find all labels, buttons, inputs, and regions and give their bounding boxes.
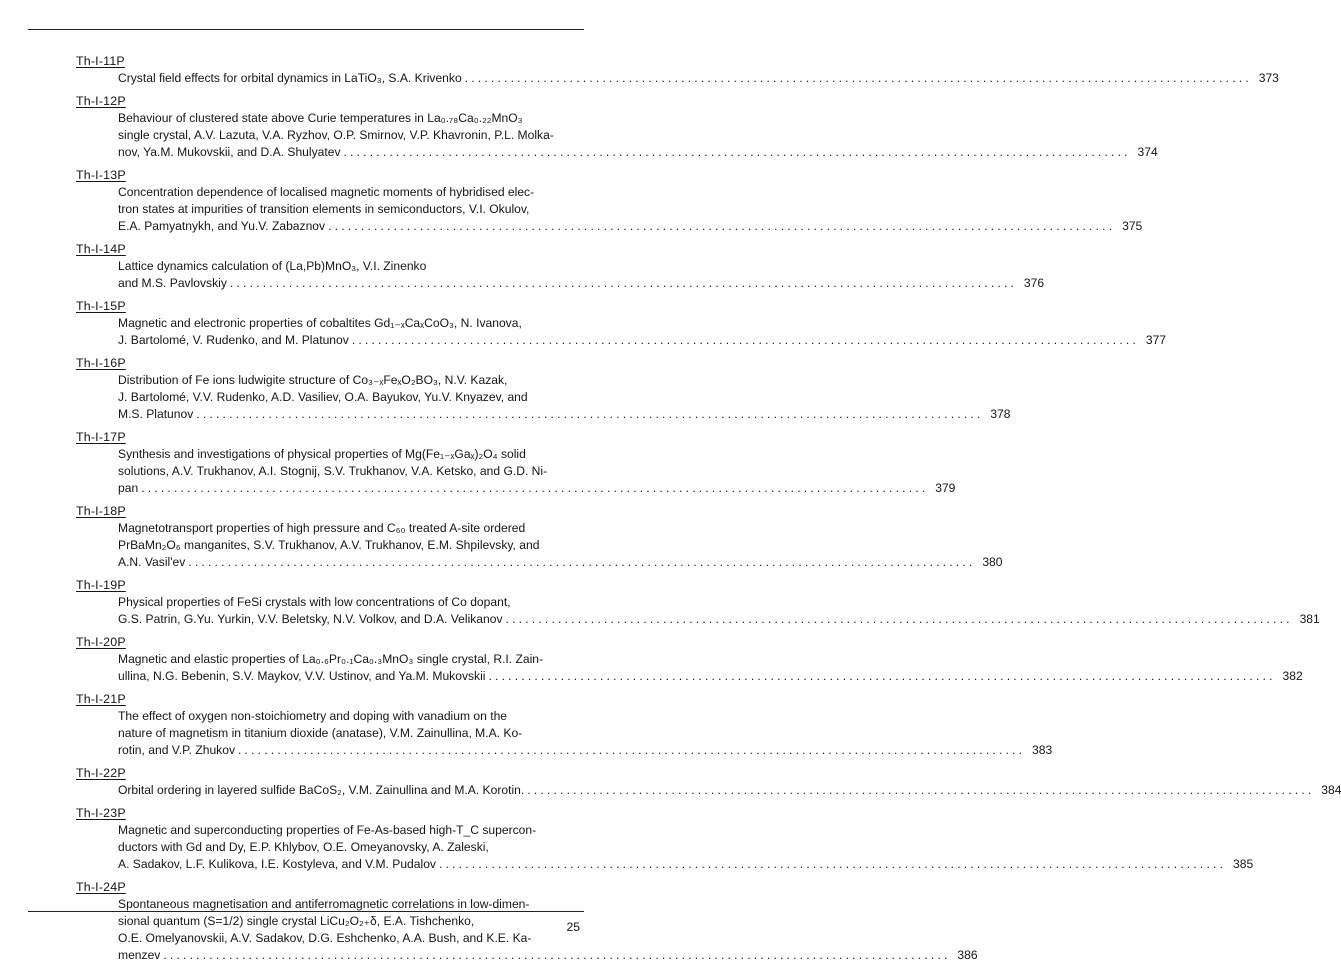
entry-line: Magnetic and elastic properties of La₀.₆Pr₀.₁Ca₀.₃MnO₃ single crystal, R.I. Zain- — [118, 652, 544, 666]
toc-entry — [76, 690, 1053, 759]
toc-entry — [76, 354, 1011, 423]
entry-line — [118, 611, 1320, 628]
leader-dots: ........................................................................................................................ — [527, 783, 1315, 797]
leader-dots: ........................................................................................................................ — [464, 71, 1252, 85]
entry-body — [118, 110, 1158, 161]
entry-page: 374 — [1137, 145, 1158, 159]
leader-dots: ........................................................................................................................ — [488, 669, 1276, 683]
entry-code: Th-I-15P — [76, 299, 126, 313]
entry-body — [118, 822, 1254, 873]
leader-dots: ........................................................................................................................ — [343, 145, 1131, 159]
entry-line-text: and M.S. Pavlovskiy — [118, 276, 227, 290]
entry-line-text: menzev — [118, 948, 161, 962]
toc-entry — [76, 764, 1341, 799]
entry-line-text: nov, Ya.M. Mukovskii, and D.A. Shulyatev — [118, 145, 341, 159]
entry-page: 384 — [1321, 783, 1341, 797]
entry-line — [118, 70, 1279, 87]
entry-body — [118, 258, 1045, 292]
entry-line-text: ullina, N.G. Bebenin, S.V. Maykov, V.V. Ustinov, and Ya.M. Mukovskii — [118, 669, 486, 683]
entry-page: 377 — [1145, 333, 1167, 347]
entry-line — [118, 947, 978, 964]
entry-line: Behaviour of clustered state above Curie temperatures in La₀.₇₈Ca₀.₂₂MnO₃ — [118, 111, 523, 125]
entry-line: single crystal, A.V. Lazuta, V.A. Ryzhov, O.P. Smirnov, V.P. Khavronin, P.L. Molka- — [118, 128, 554, 142]
leader-dots: ........................................................................................................................ — [351, 333, 1140, 347]
entry-page: 378 — [990, 407, 1011, 421]
leader-dots: ........................................................................................................................ — [328, 219, 1116, 233]
leader-dots: ........................................................................................................................ — [196, 407, 984, 421]
entry-line: Lattice dynamics calculation of (La,Pb)MnO₃, V.I. Zinenko — [118, 259, 427, 273]
leader-dots: ........................................................................................................................ — [238, 743, 1026, 757]
entry-body — [118, 446, 956, 497]
entry-line: sional quantum (S=1/2) single crystal LiCu₂O₂₊δ, E.A. Tishchenko, — [118, 914, 475, 928]
entry-line-text: pan — [118, 481, 139, 495]
entry-body — [118, 70, 1279, 87]
entry-line: Concentration dependence of localised magnetic moments of hybridised elec- — [118, 185, 535, 199]
entry-line: Spontaneous magnetisation and antiferromagnetic correlations in low-dimen- — [118, 897, 530, 911]
entry-code: Th-I-13P — [76, 168, 126, 182]
entry-page: 383 — [1032, 743, 1053, 757]
entry-line: Magnetotransport properties of high pressure and C₆₀ treated A-site ordered — [118, 521, 526, 535]
entry-code: Th-I-19P — [76, 578, 126, 592]
entry-line — [118, 554, 1003, 571]
entry-page: 386 — [957, 948, 978, 962]
entry-line-text: Crystal field effects for orbital dynamics in LaTiO₃, S.A. Krivenko — [118, 71, 462, 85]
toc-entry — [76, 804, 1254, 873]
leader-dots: ........................................................................................................................ — [438, 857, 1227, 871]
entry-page: 373 — [1258, 71, 1279, 85]
entry-line: The effect of oxygen non-stoichiometry and doping with vanadium on the — [118, 709, 508, 723]
toc-entry — [76, 297, 1167, 349]
entry-line — [118, 742, 1053, 759]
entry-line — [118, 406, 1011, 423]
entry-code: Th-I-16P — [76, 356, 126, 370]
entry-line-text: G.S. Patrin, G.Yu. Yurkin, V.V. Beletsky, N.V. Volkov, and D.A. Velikanov — [118, 612, 503, 626]
entry-page: 381 — [1299, 612, 1320, 626]
entry-line: J. Bartolomé, V.V. Rudenko, A.D. Vasiliev, O.A. Bayukov, Yu.V. Knyazev, and — [118, 390, 528, 404]
entry-page: 385 — [1233, 857, 1254, 871]
entry-page: 375 — [1122, 219, 1143, 233]
entry-line — [118, 782, 1341, 799]
entry-body — [118, 594, 1320, 628]
entry-line — [118, 480, 956, 497]
entry-line: Magnetic and electronic properties of cobaltites Gd₁₋ₓCaₓCoO₃, N. Ivanova, — [118, 316, 522, 330]
leader-dots: ........................................................................................................................ — [229, 276, 1018, 290]
entry-body — [118, 708, 1053, 759]
bottom-rule — [28, 911, 584, 912]
entry-line: Physical properties of FeSi crystals with low concentrations of Co dopant, — [118, 595, 511, 609]
entry-line-text: A.N. Vasil'ev — [118, 555, 186, 569]
toc-entry — [76, 166, 1143, 235]
toc-entry — [76, 633, 1303, 685]
entry-line-text: E.A. Pamyatnykh, and Yu.V. Zabaznov — [118, 219, 326, 233]
entry-page: 379 — [935, 481, 956, 495]
entry-body — [118, 651, 1303, 685]
entry-line — [118, 144, 1158, 161]
toc-entry — [76, 576, 1320, 628]
entry-body — [118, 782, 1341, 799]
entry-code: Th-I-22P — [76, 766, 126, 780]
entry-code: Th-I-23P — [76, 806, 126, 820]
toc-entry — [76, 92, 1158, 161]
entry-line — [118, 668, 1303, 685]
entry-line — [118, 275, 1045, 292]
entry-line-text: rotin, and V.P. Zhukov — [118, 743, 235, 757]
entry-code: Th-I-20P — [76, 635, 126, 649]
leader-dots: ........................................................................................................................ — [505, 612, 1293, 626]
entry-code: Th-I-21P — [76, 692, 126, 706]
leader-dots: ........................................................................................................................ — [188, 555, 976, 569]
entry-line: solutions, A.V. Trukhanov, A.I. Stognij, S.V. Trukhanov, V.A. Ketsko, and G.D. Ni- — [118, 464, 548, 478]
entry-line — [118, 856, 1254, 873]
entry-line: O.E. Omelyanovskii, A.V. Sadakov, D.G. Eshchenko, A.A. Bush, and K.E. Ka- — [118, 931, 532, 945]
entry-code: Th-I-24P — [76, 880, 126, 894]
entry-page: 376 — [1023, 276, 1045, 290]
entry-line-text: M.S. Platunov — [118, 407, 194, 421]
entry-line-text: A. Sadakov, L.F. Kulikova, I.E. Kostyleva, and V.M. Pudalov — [118, 857, 436, 871]
entry-line — [118, 332, 1167, 349]
entry-line: tron states at impurities of transition elements in semiconductors, V.I. Okulov, — [118, 202, 530, 216]
leader-dots: ........................................................................................................................ — [141, 481, 929, 495]
entry-line: ductors with Gd and Dy, E.P. Khlybov, O.E. Omeyanovsky, A. Zaleski, — [118, 840, 489, 854]
entry-body — [118, 184, 1143, 235]
leader-dots: ........................................................................................................................ — [163, 948, 951, 962]
entry-line: nature of magnetism in titanium dioxide (anatase), V.M. Zainullina, M.A. Ko- — [118, 726, 523, 740]
entry-page: 382 — [1282, 669, 1303, 683]
entry-line: Magnetic and superconducting properties of Fe-As-based high-T_C supercon- — [118, 823, 537, 837]
entry-code: Th-I-18P — [76, 504, 126, 518]
page-number: 25 — [566, 920, 580, 934]
toc-entry — [76, 428, 956, 497]
toc-entry — [76, 52, 1279, 87]
entry-line-text: Orbital ordering in layered sulfide BaCoS₂, V.M. Zainullina and M.A. Korotin. — [118, 783, 525, 797]
entry-line — [118, 218, 1143, 235]
entry-line-text: J. Bartolomé, V. Rudenko, and M. Platunov — [118, 333, 349, 347]
entry-code: Th-I-17P — [76, 430, 126, 444]
top-rule — [28, 29, 584, 30]
entry-code: Th-I-11P — [76, 54, 125, 68]
entry-line: PrBaMn₂O₆ manganites, S.V. Trukhanov, A.V. Trukhanov, E.M. Shpilevsky, and — [118, 538, 540, 552]
entry-page: 380 — [982, 555, 1003, 569]
entry-body — [118, 372, 1011, 423]
entry-code: Th-I-12P — [76, 94, 126, 108]
toc-entry — [76, 502, 1003, 571]
entry-body — [118, 520, 1003, 571]
entry-line: Synthesis and investigations of physical properties of Mg(Fe₁₋ₓGaₓ)₂O₄ solid — [118, 447, 526, 461]
entry-line: Distribution of Fe ions ludwigite structure of Co₃₋ₓFeₓO₂BO₃, N.V. Kazak, — [118, 373, 508, 387]
toc-entry — [76, 240, 1045, 292]
entry-body — [118, 315, 1167, 349]
entry-code: Th-I-14P — [76, 242, 126, 256]
